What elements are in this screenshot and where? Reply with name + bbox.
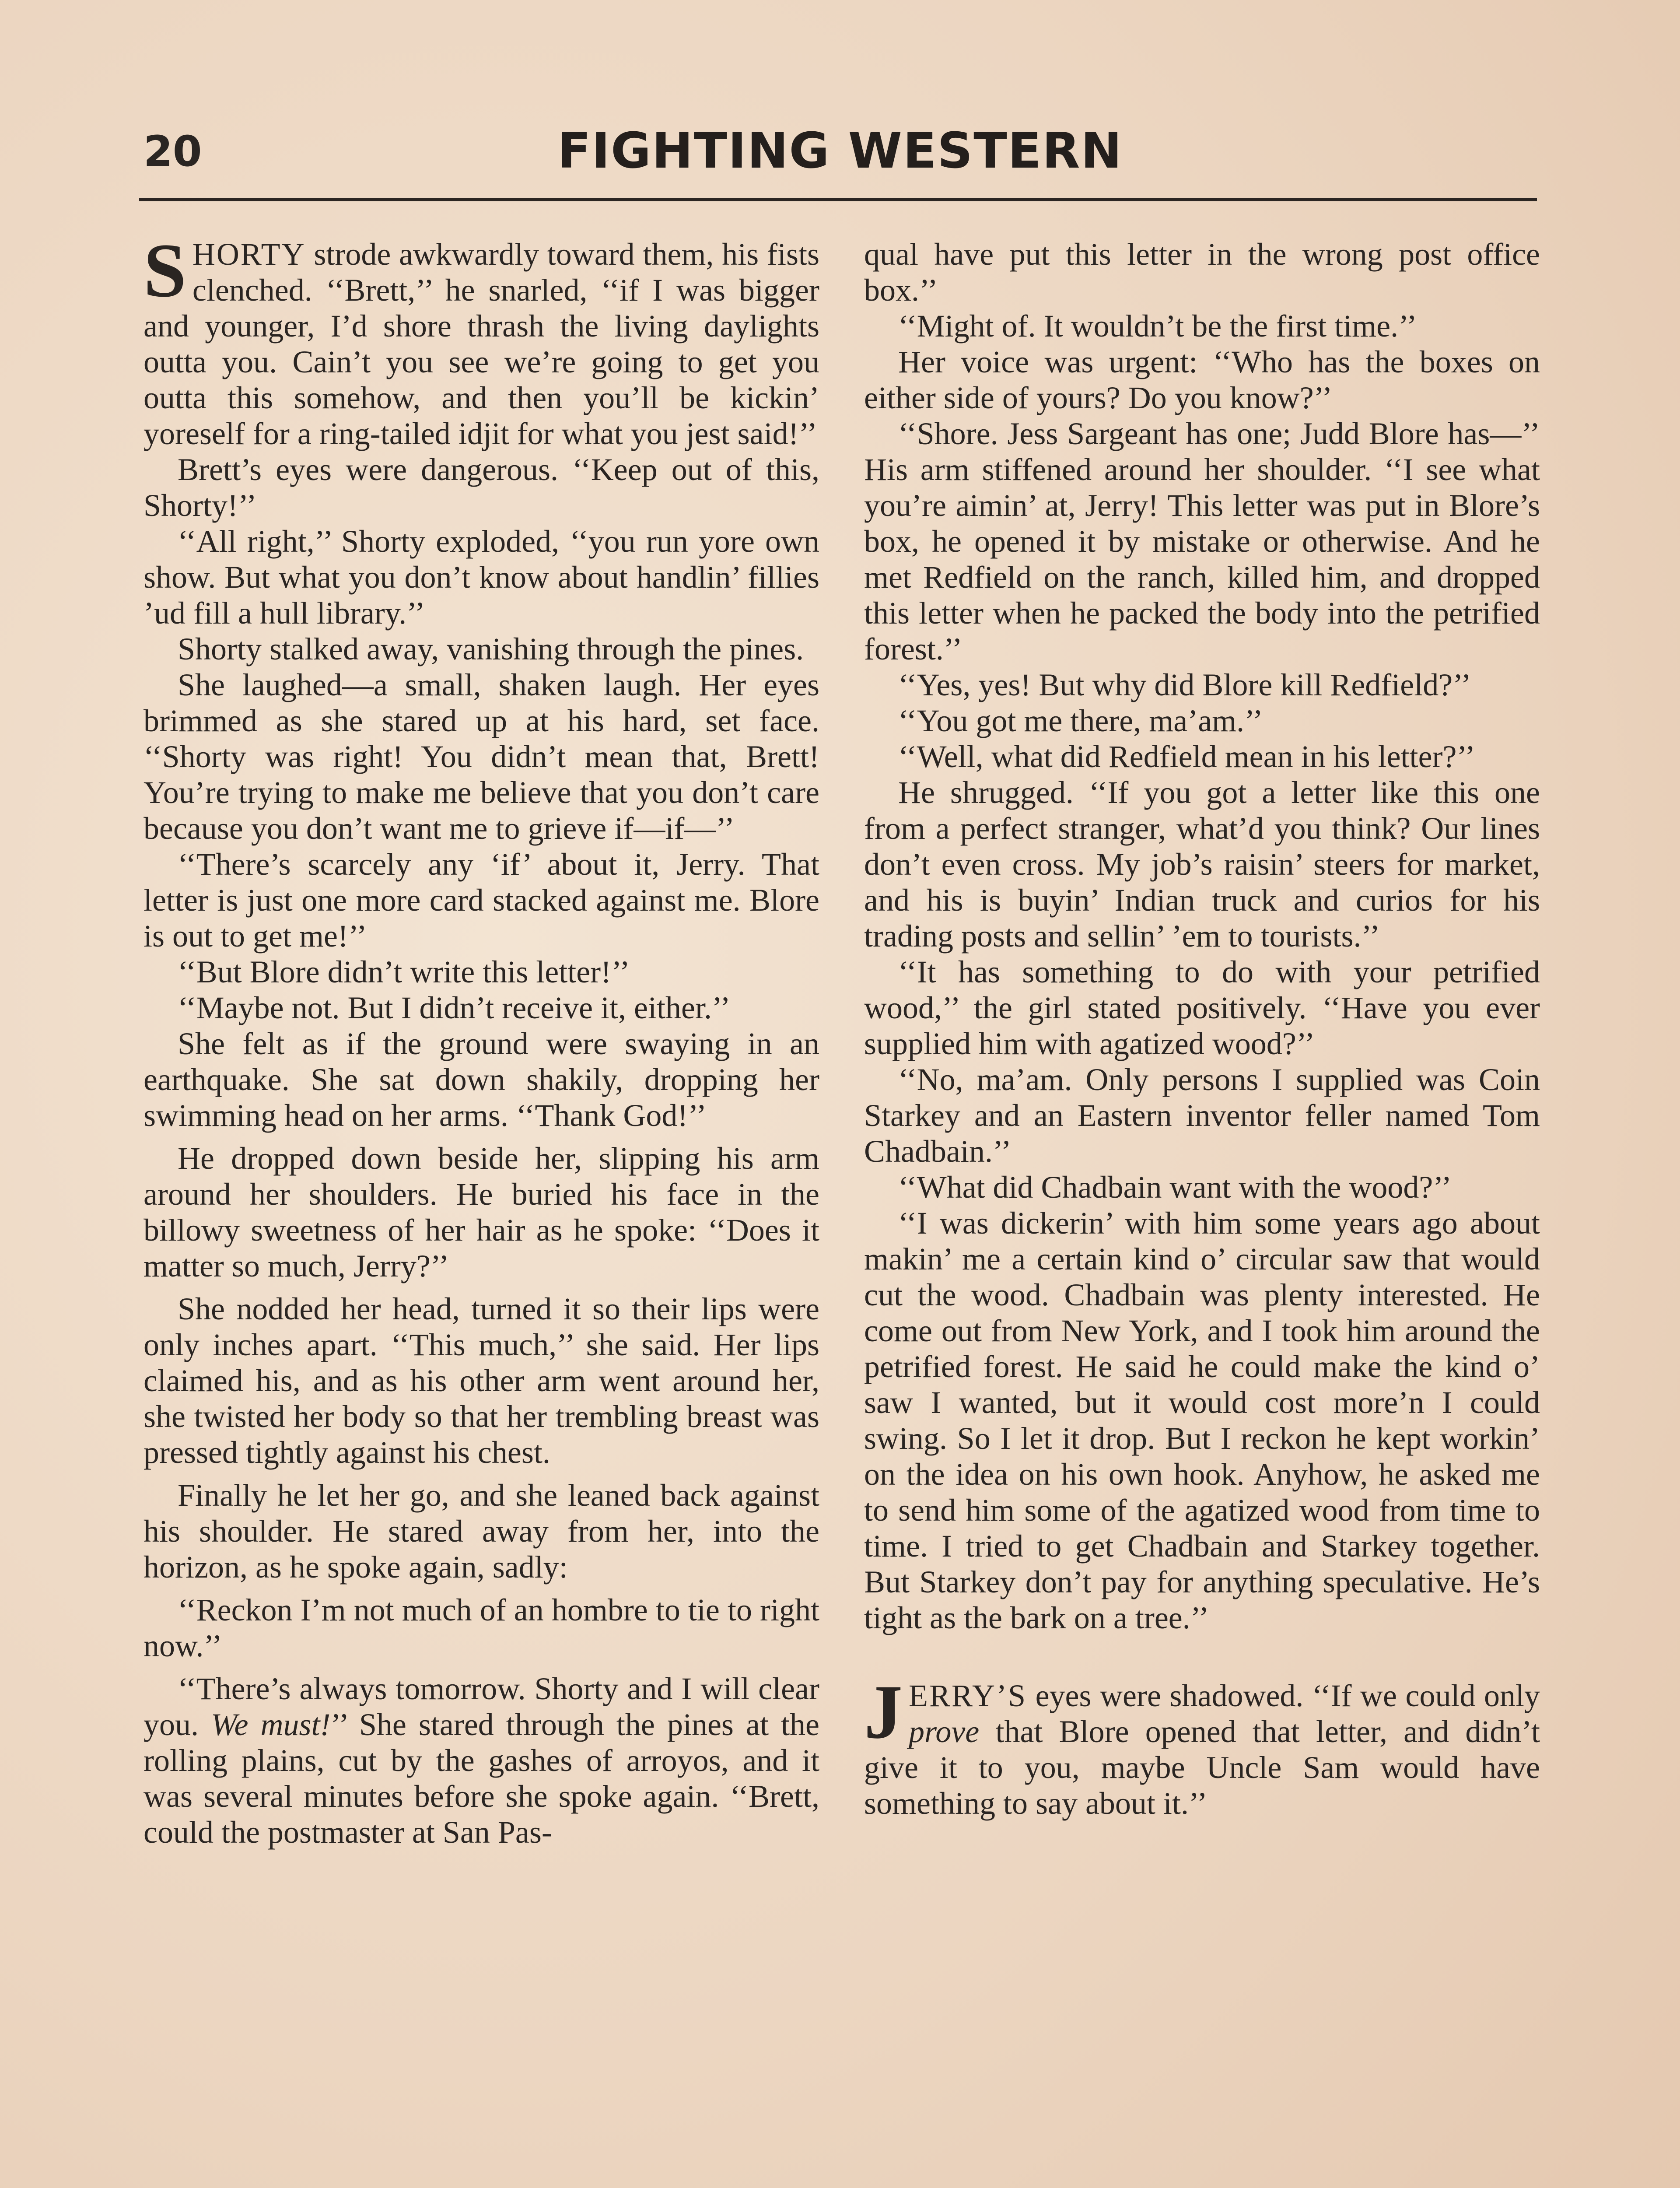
right-column — [864, 236, 1540, 1821]
paragraph: ‘‘You got me there, ma’am.’’ — [898, 703, 1263, 738]
paragraph: ‘‘Well, what did Redfield mean in his letter?’’ — [898, 739, 1476, 774]
emphasis-text: We must! — [211, 1707, 331, 1742]
paragraph: He dropped down beside her, slipping his arm around her shoulders. He buried his face in the billowy sweetness of her hair as he spoke: ‘‘Does it matter so much, Jerry?’’ — [144, 1141, 819, 1283]
running-head-title: FIGHTING WESTERN — [557, 123, 1123, 179]
left-column — [144, 228, 820, 1850]
paragraph: ‘‘It has something to do with your petrified wood,’’ the girl stated positively. ‘‘Have you ever supplied him with agatized wood?’’ — [864, 954, 1540, 1061]
small-caps-lead: ERRY’S — [909, 1678, 1027, 1713]
paragraph — [144, 228, 819, 452]
paragraph: ‘‘I was dickerin’ with him some years ago about makin’ me a certain kind o’ circular saw that would cut the wood. Chadbain was plenty interested. He come out from New York, and I took him around the petrified forest. He said he could make the kind o’ saw I wanted, but it would cost more’n I could swing. So I let it drop. But I reckon he kept workin’ on the idea on his own hook. Anyhow, he asked me to send him some of the agatized wood from time to time. I tried to get Chadbain and Starkey together. But Starkey don’t pay for anything speculative. He’s tight as the bark on a tree.’’ — [864, 1206, 1540, 1635]
paragraph: He shrugged. ‘‘If you got a letter like this one from a perfect stranger, what’d you think? Our lines don’t even cross. My job’s raisin’ steers for market, and his is buyin’ Indian truck and curios for his trading posts and sellin’ ’em to tourists.’’ — [864, 775, 1540, 954]
drop-cap: J — [864, 1669, 903, 1755]
paragraph: She laughed—a small, shaken laugh. Her eyes brimmed as she stared up at his hard, set face. ‘‘Shorty was right! You didn’t mean that, Brett! You’re trying to make me believe that you don’t care because you don’t want me to grieve if—if—’’ — [144, 667, 819, 846]
paragraph-text: strode awkwardly toward them, his fists clenched. ‘‘Brett,’’ he snarled, ‘‘if I was bigger and younger, I’d shore thrash the living daylights outta you. Cain’t you see we’re going to get you outta this somehow, and then you’ll be kickin’ yoreself for a ring-tailed idjit for what you jest said!’’ — [144, 237, 819, 451]
paragraph: ‘‘There’s scarcely any ‘if’ about it, Jerry. That letter is just one more card stacked against me. Blore is out to get me!’’ — [144, 847, 819, 954]
paragraph: ‘‘Maybe not. But I didn’t receive it, either.’’ — [178, 990, 731, 1025]
paragraph: ‘‘Yes, yes! But why did Blore kill Redfield?’’ — [898, 667, 1471, 702]
paragraph: ‘‘What did Chadbain want with the wood?’’ — [898, 1170, 1452, 1205]
paragraph-text: ‘‘There’s always tomorrow. Shorty and I will clear you. — [144, 1671, 819, 1742]
paragraph: Finally he let her go, and she leaned back against his shoulder. He stared away from her, into the horizon, as he spoke again, sadly: — [144, 1478, 819, 1585]
paragraph — [864, 1669, 1540, 1821]
paragraph: ‘‘No, ma’am. Only persons I supplied was Coin Starkey and an Eastern inventor feller named Tom Chadbain.’’ — [864, 1062, 1540, 1169]
header-rule — [139, 198, 1537, 201]
paragraph-text: ’’ She stared through the pines at the rolling plains, cut by the gashes of arroyos, and it was several minutes before she spoke again. ‘‘Brett, could the postmaster at San Pas- — [144, 1707, 820, 1850]
paragraph: ‘‘Might of. It wouldn’t be the first time.’’ — [898, 309, 1417, 344]
paragraph: Brett’s eyes were dangerous. ‘‘Keep out of this, Shorty!’’ — [144, 452, 819, 523]
paragraph: ‘‘All right,’’ Shorty exploded, ‘‘you run yore own show. But what you don’t know about handlin’ fillies ’ud fill a hull library.’’ — [144, 524, 819, 631]
paragraph-text: that Blore opened that letter, and didn’t give it to you, maybe Uncle Sam would have something to say about it.’’ — [864, 1714, 1540, 1821]
paragraph: ‘‘Reckon I’m not much of an hombre to tie to right now.’’ — [144, 1592, 819, 1663]
paragraph: Her voice was urgent: ‘‘Who has the boxes on either side of yours? Do you know?’’ — [864, 344, 1540, 415]
drop-cap: S — [144, 228, 186, 313]
page-number: 20 — [144, 127, 202, 176]
paragraph: ‘‘But Blore didn’t write this letter!’’ — [178, 954, 630, 989]
paragraph: ‘‘Shore. Jess Sargeant has one; Judd Blore has—’’ His arm stiffened around her shoulder. ‘‘I see what you’re aimin’ at, Jerry! This letter was put in Blore’s box, he opened it by mistake or otherwise. And he met Redfield on the ranch, killed him, and dropped this letter when he packed the body into the petrified forest.’’ — [864, 416, 1540, 666]
paragraph: qual have put this letter in the wrong post office box.’’ — [864, 237, 1540, 308]
paragraph: She felt as if the ground were swaying in an earthquake. She sat down shakily, dropping her swimming head on her arms. ‘‘Thank God!’’ — [144, 1026, 819, 1133]
emphasis-text: prove — [909, 1714, 980, 1749]
small-caps-lead: HORTY — [192, 237, 306, 272]
paragraph — [144, 1671, 819, 1850]
paragraph: Shorty stalked away, vanishing through the pines. — [178, 631, 804, 666]
paragraph: She nodded her head, turned it so their lips were only inches apart. ‘‘This much,’’ she said. Her lips claimed his, and as his other arm went around her, she twisted her body so that her trembling breast was pressed tightly against his chest. — [144, 1291, 819, 1470]
paragraph-text: eyes were shadowed. ‘‘If we could only — [1027, 1678, 1540, 1713]
